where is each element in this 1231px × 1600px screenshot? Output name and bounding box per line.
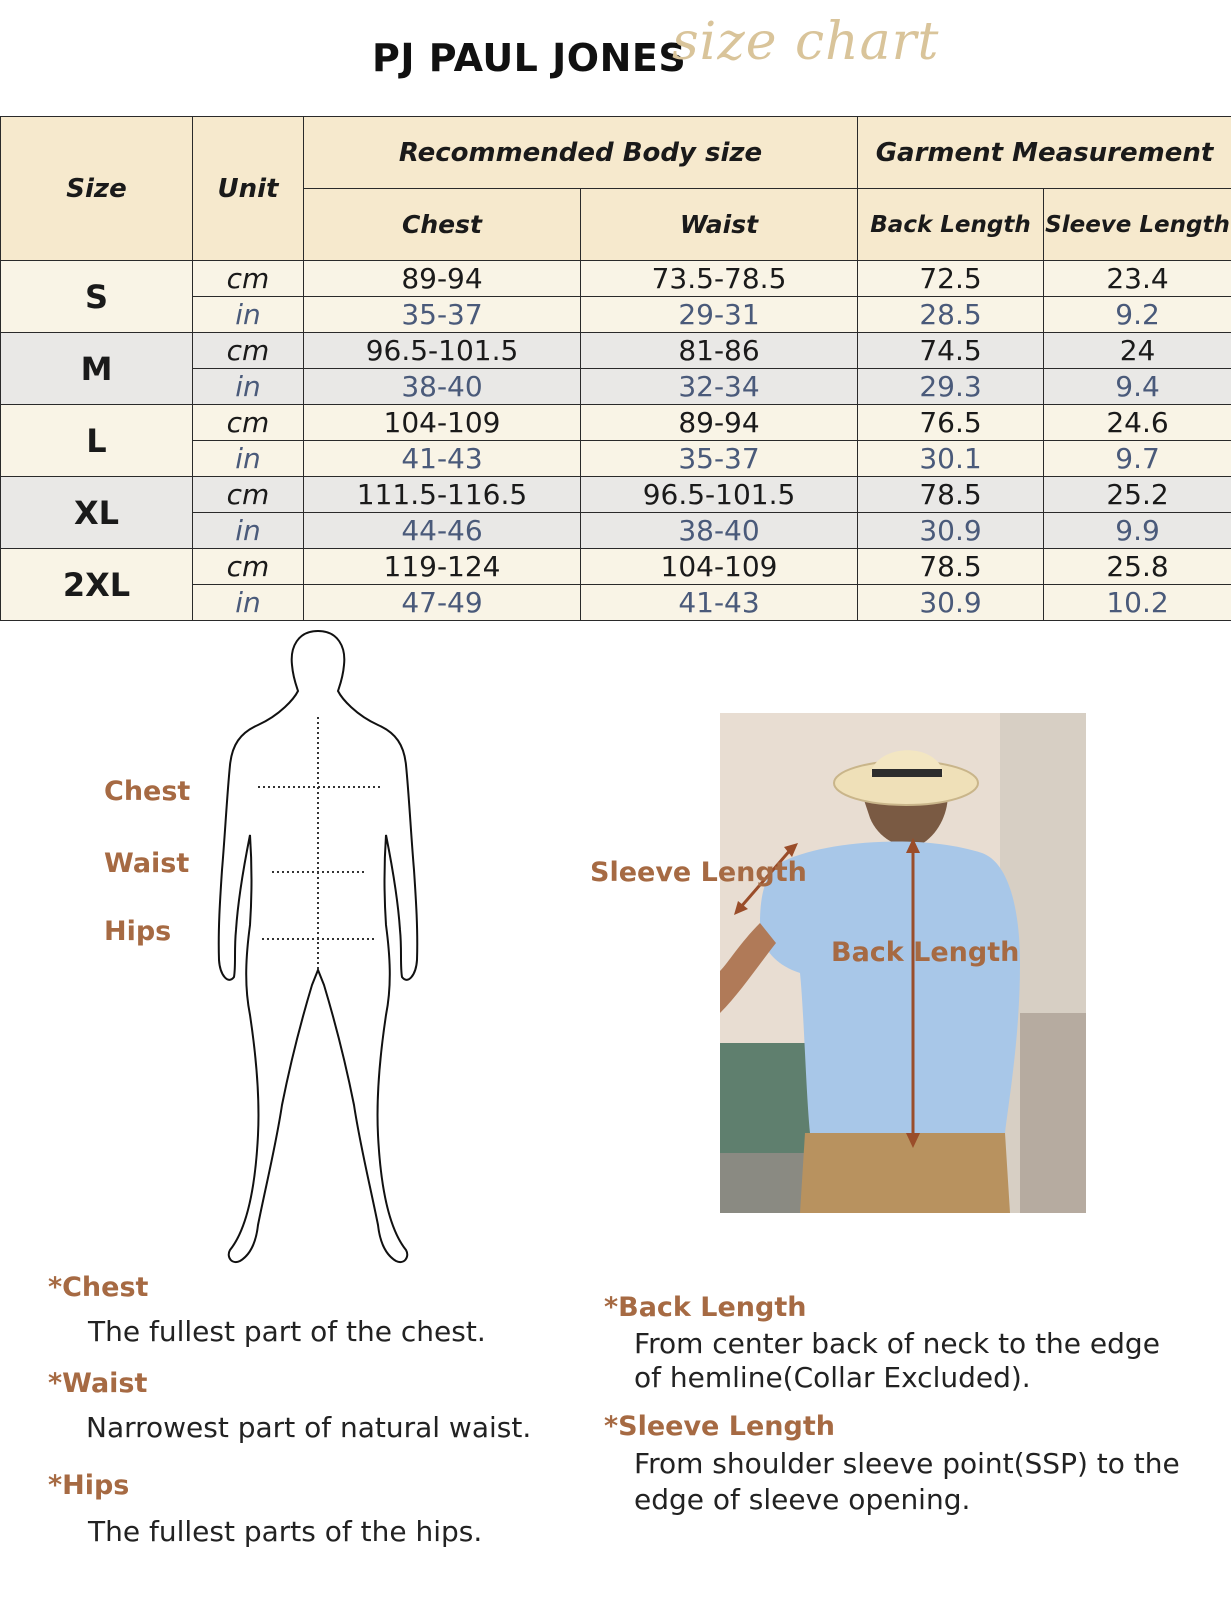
column-header-unit: Unit <box>193 117 304 261</box>
back-length-cell: 78.5 <box>858 477 1044 513</box>
chest-cell: 47-49 <box>304 585 581 621</box>
chest-cell: 35-37 <box>304 297 581 333</box>
sleeve-length-cell: 23.4 <box>1044 261 1231 297</box>
definition-text-back-length-line2: of hemline(Collar Excluded). <box>634 1361 1031 1394</box>
definition-title-sleeve-length: *Sleeve Length <box>604 1411 835 1442</box>
size-label: 2XL <box>1 549 193 621</box>
back-length-cell: 76.5 <box>858 405 1044 441</box>
sleeve-length-cell: 9.2 <box>1044 297 1231 333</box>
chest-cell: 89-94 <box>304 261 581 297</box>
chest-cell: 44-46 <box>304 513 581 549</box>
back-length-cell: 72.5 <box>858 261 1044 297</box>
column-header-sleeve-length: Sleeve Length <box>1044 189 1231 261</box>
body-outline-figure <box>210 625 425 1275</box>
sleeve-length-cell: 24.6 <box>1044 405 1231 441</box>
table-row <box>1 477 1231 513</box>
waist-cell: 41-43 <box>581 585 858 621</box>
back-length-cell: 28.5 <box>858 297 1044 333</box>
definition-text-sleeve-length-line1: From shoulder sleeve point(SSP) to the <box>634 1447 1180 1480</box>
unit-cell: cm <box>193 333 304 369</box>
unit-cell: cm <box>193 261 304 297</box>
unit-cell: cm <box>193 549 304 585</box>
column-header-waist: Waist <box>581 189 858 261</box>
unit-cell: in <box>193 441 304 477</box>
back-length-cell: 30.9 <box>858 513 1044 549</box>
waist-cell: 38-40 <box>581 513 858 549</box>
sleeve-length-cell: 10.2 <box>1044 585 1231 621</box>
unit-cell: cm <box>193 477 304 513</box>
brand-title: PJ PAUL JONES <box>372 36 687 80</box>
unit-cell: in <box>193 585 304 621</box>
sleeve-length-cell: 9.7 <box>1044 441 1231 477</box>
chest-cell: 119-124 <box>304 549 581 585</box>
photo-label-back-length: Back Length <box>831 937 1020 968</box>
waist-cell: 96.5-101.5 <box>581 477 858 513</box>
definition-text-hips: The fullest parts of the hips. <box>88 1515 483 1548</box>
table-row <box>1 333 1231 369</box>
unit-cell: in <box>193 369 304 405</box>
body-outline <box>219 631 418 1262</box>
chest-cell: 96.5-101.5 <box>304 333 581 369</box>
size-table <box>0 116 1231 621</box>
waist-cell: 32-34 <box>581 369 858 405</box>
size-label: XL <box>1 477 193 549</box>
definition-text-waist: Narrowest part of natural waist. <box>86 1411 532 1444</box>
chest-cell: 104-109 <box>304 405 581 441</box>
table-row <box>1 549 1231 585</box>
table-row <box>1 405 1231 441</box>
size-label: L <box>1 405 193 477</box>
unit-cell: cm <box>193 405 304 441</box>
waist-cell: 73.5-78.5 <box>581 261 858 297</box>
definition-text-sleeve-length-line2: edge of sleeve opening. <box>634 1483 971 1516</box>
waist-cell: 29-31 <box>581 297 858 333</box>
waist-cell: 104-109 <box>581 549 858 585</box>
back-length-cell: 78.5 <box>858 549 1044 585</box>
definition-text-back-length-line1: From center back of neck to the edge <box>634 1327 1160 1360</box>
column-header-size: Size <box>1 117 193 261</box>
definition-title-chest: *Chest <box>48 1272 149 1303</box>
size-label: M <box>1 333 193 405</box>
group-header-body-size: Recommended Body size <box>304 117 858 189</box>
column-header-back-length: Back Length <box>858 189 1044 261</box>
table-row <box>1 261 1231 297</box>
sleeve-length-cell: 9.9 <box>1044 513 1231 549</box>
back-length-cell: 29.3 <box>858 369 1044 405</box>
sleeve-length-cell: 25.2 <box>1044 477 1231 513</box>
figure-label-hips: Hips <box>104 916 172 947</box>
sleeve-length-cell: 9.4 <box>1044 369 1231 405</box>
back-length-cell: 30.1 <box>858 441 1044 477</box>
back-length-cell: 74.5 <box>858 333 1044 369</box>
figure-label-waist: Waist <box>104 848 190 879</box>
photo-label-sleeve-length: Sleeve Length <box>590 857 807 888</box>
unit-cell: in <box>193 513 304 549</box>
definition-title-back-length: *Back Length <box>604 1292 807 1323</box>
sleeve-length-cell: 25.8 <box>1044 549 1231 585</box>
group-header-garment: Garment Measurement <box>858 117 1231 189</box>
chest-cell: 38-40 <box>304 369 581 405</box>
definition-title-waist: *Waist <box>48 1368 148 1399</box>
definition-title-hips: *Hips <box>48 1470 130 1501</box>
waist-cell: 89-94 <box>581 405 858 441</box>
back-length-cell: 30.9 <box>858 585 1044 621</box>
waist-cell: 35-37 <box>581 441 858 477</box>
unit-cell: in <box>193 297 304 333</box>
figure-label-chest: Chest <box>104 776 191 807</box>
chest-cell: 111.5-116.5 <box>304 477 581 513</box>
sleeve-length-cell: 24 <box>1044 333 1231 369</box>
size-label: S <box>1 261 193 333</box>
chest-cell: 41-43 <box>304 441 581 477</box>
definition-text-chest: The fullest part of the chest. <box>88 1315 486 1348</box>
column-header-chest: Chest <box>304 189 581 261</box>
size-chart-script-title: size chart <box>672 12 940 72</box>
waist-cell: 81-86 <box>581 333 858 369</box>
